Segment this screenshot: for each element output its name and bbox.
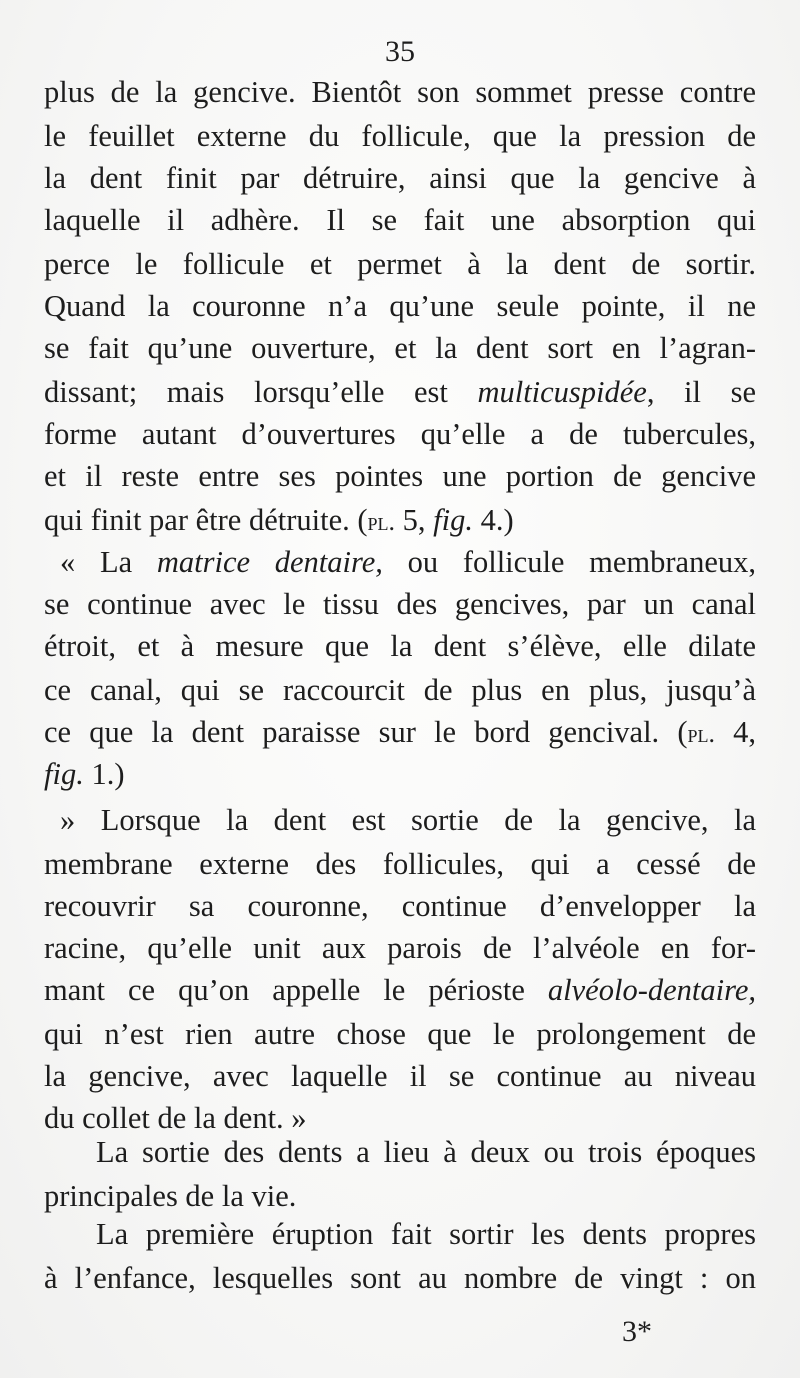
text-line: La première éruption fait sortir les dents propres <box>96 1217 756 1251</box>
text-line: ce que la dent paraisse sur le bord gencival. (pl. 4, <box>44 715 757 749</box>
text-line: se continue avec le tissu des gencives, par un canal <box>44 587 756 621</box>
text-line: qui n’est rien autre chose que le prolongement de <box>44 1017 756 1051</box>
page-number: 35 <box>385 35 415 68</box>
text-line: laquelle il adhère. Il se fait une absorption qui <box>44 203 756 237</box>
text-line: et il reste entre ses pointes une portion de gencive <box>44 459 756 493</box>
text-line: qui finit par être détruite. (pl. 5, fig. 4.) <box>44 503 514 537</box>
text-line: forme autant d’ouvertures qu’elle a de tubercules, <box>44 417 756 451</box>
text-line: La sortie des dents a lieu à deux ou trois époques <box>96 1135 756 1169</box>
text-line: Quand la couronne n’a qu’une seule pointe, il ne <box>44 289 756 323</box>
text-line: à l’enfance, lesquelles sont au nombre de vingt : on <box>44 1261 756 1295</box>
text-line: se fait qu’une ouverture, et la dent sort en l’agran- <box>44 331 756 365</box>
text-line: dissant; mais lorsqu’elle est multicuspidée, il se <box>44 375 756 409</box>
text-line: la gencive, avec laquelle il se continue au niveau <box>44 1059 756 1093</box>
text-line: fig. 1.) <box>44 757 125 791</box>
text-line: ce canal, qui se raccourcit de plus en plus, jusqu’à <box>44 673 756 707</box>
text-line: recouvrir sa couronne, continue d’envelopper la <box>44 889 756 923</box>
text-line: étroit, et à mesure que la dent s’élève, elle dilate <box>44 629 756 663</box>
text-line: membrane externe des follicules, qui a cessé de <box>44 847 756 881</box>
text-line: la dent finit par détruire, ainsi que la gencive à <box>44 161 756 195</box>
text-line: « La matrice dentaire, ou follicule membraneux, <box>60 545 757 579</box>
text-line: perce le follicule et permet à la dent de sortir. <box>44 247 756 281</box>
text-line: du collet de la dent. » <box>44 1101 307 1135</box>
text-line: mant ce qu’on appelle le périoste alvéolo-dentaire, <box>44 973 756 1007</box>
text-line: le feuillet externe du follicule, que la pression de <box>44 119 756 153</box>
text-line: principales de la vie. <box>44 1179 297 1213</box>
text-line: plus de la gencive. Bientôt son sommet presse contre <box>44 75 756 109</box>
text-line: racine, qu’elle unit aux parois de l’alvéole en for- <box>44 931 756 965</box>
text-line: » Lorsque la dent est sortie de la gencive, la <box>60 803 756 837</box>
signature-mark: 3* <box>622 1315 652 1348</box>
